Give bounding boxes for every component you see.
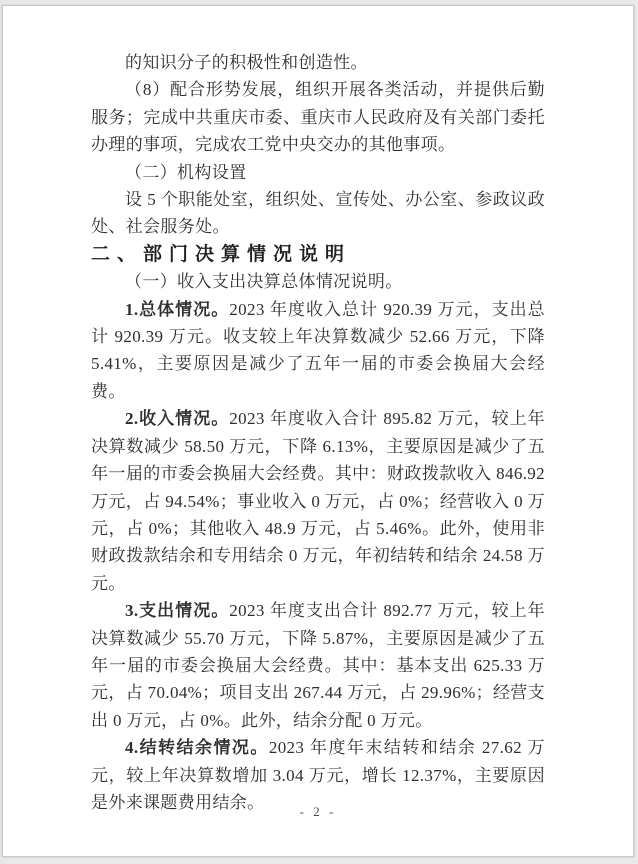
paragraph-overall-text: 2023 年度收入总计 920.39 万元，支出总计 920.39 万元。收支较上年决算数减少 52.66 万元，下降 5.41%，主要原因是减少了五年一届的市委会换届大会经费。 [91, 299, 545, 401]
paragraph-expenditure-situation [91, 597, 545, 734]
paragraph-carryover-text: 2023 年度年末结转和结余 27.62 万元，较上年决算数增加 3.04 万元，增长 12.37%，主要原因是外来课题费用结余。 [91, 738, 545, 812]
paragraph-expenditure-text: 2023 年度支出合计 892.77 万元，较上年决算数减少 55.70 万元，下降 5.87%，主要原因是减少了五年一届的市委会换届大会经费。其中：基本支出 625.33 万元，占 70.04%；项目支出 267.44 万元，占 29.96%；经营支出 0 万元，占 0%。此外，结余分配 0 万元。 [91, 601, 545, 730]
heading-subsection-1: （一）收入支出决算总体情况说明。 [125, 272, 403, 292]
page-number: - 2 - [299, 804, 337, 819]
paragraph-task-8: （8）配合形势发展，组织开展各类活动，并提供后勤服务；完成中共重庆市委、重庆市人民政府及有关部门委托办理的事项，完成农工党中央交办的其他事项。 [91, 80, 545, 155]
paragraph-knowledge-tail: 的知识分子的积极性和创造性。 [125, 53, 368, 72]
paragraph-carryover-lead: 4.结转结余情况。 [125, 738, 269, 758]
heading-section-2: 二、部门决算情况说明 [91, 243, 352, 265]
paragraph-expenditure-lead: 3.支出情况。 [125, 601, 230, 621]
paragraph-income-text: 2023 年度收入合计 895.82 万元，较上年决算数减少 58.50 万元，下降 6.13%，主要原因是减少了五年一届的市委会换届大会经费。其中：财政拨款收入 846.92 万元，占 94.54%；事业收入 0 万元，占 0%；经营收入 0 万元，占 0%；其他收入 48.9 万元，占 5.46%。此外，使用非财政拨款结余和专用结余 0 万元，年初结转和结余 24.58 万元。 [91, 409, 545, 593]
paragraph-overall-lead: 1.总体情况。 [125, 299, 230, 319]
paragraph-income-lead: 2.收入情况。 [125, 409, 230, 429]
paragraph-income-situation [91, 405, 545, 597]
heading-org-setup: （二）机构设置 [125, 162, 247, 182]
paragraph-org-offices: 设 5 个职能处室，组织处、宣传处、办公室、参政议政处、社会服务处。 [91, 190, 545, 237]
paragraph-overall-situation [91, 296, 545, 406]
document-page [2, 5, 634, 857]
document-body [91, 49, 545, 816]
